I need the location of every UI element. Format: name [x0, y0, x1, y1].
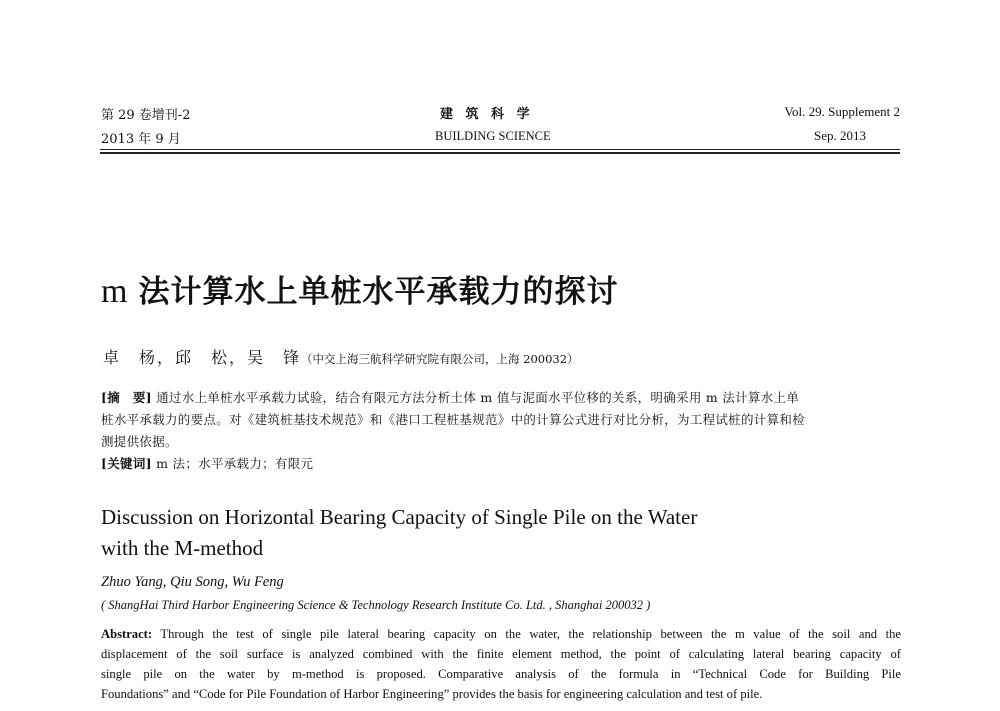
abstract-cn-text-1: 通过水上单桩水平承载力试验，结合有限元方法分析土体 m 值与泥面水平位移的关系，明确采用 m 法计算水上单	[156, 390, 800, 405]
abstract-cn-text-3: 测提供依据。	[101, 434, 178, 449]
abstract-en-text-2: displacement of the soil surface is analyzed combined with the finite element method, the point of calculating lateral bearing capacity of	[101, 647, 901, 661]
abstract-en-line1	[101, 624, 901, 644]
header-volume-en: Vol. 29. Supplement 2	[784, 104, 900, 119]
paper-title-cn	[101, 266, 618, 311]
keywords-cn-text: m 法；水平承载力；有限元	[156, 456, 314, 471]
authors-cn: 卓 杨，邱 松，吴 锋	[103, 348, 302, 367]
authors-cn-line	[103, 345, 579, 368]
header-date-cn: 2013 年 9 月	[101, 132, 181, 147]
paper-title-en-line2: with the M-method	[101, 536, 264, 560]
affiliation-cn: （中交上海三航科学研究院有限公司，上海 200032）	[301, 352, 579, 366]
abstract-en	[101, 624, 901, 704]
paper-title-cn-text: 法计算水上单桩水平承载力的探讨	[138, 274, 619, 310]
abstract-en-text-4: Foundations” and “Code for Pile Foundation of Harbor Engineering” provides the basis for engineering calculation and test of pile.	[101, 687, 763, 701]
header-rule-bottom	[100, 152, 900, 154]
header-journal-cn: 建 筑 科 学	[440, 107, 534, 122]
abstract-en-label: Abstract:	[101, 627, 153, 641]
paper-title-en-line1: Discussion on Horizontal Bearing Capacity of Single Pile on the Water	[101, 505, 698, 529]
authors-en: Zhuo Yang, Qiu Song, Wu Feng	[101, 574, 284, 590]
header-date-en: Sep. 2013	[814, 128, 866, 143]
abstract-en-text-1: Through the test of single pile lateral bearing capacity on the water, the relationship between the m value of the soil and the	[160, 627, 901, 641]
keywords-cn-line	[101, 454, 313, 474]
abstract-cn-text-2: 桩水平承载力的要点。对《建筑桩基技术规范》和《港口工程桩基规范》中的计算公式进行对比分析，为工程试桩的计算和检	[101, 412, 806, 427]
header-journal-en: BUILDING SCIENCE	[435, 129, 551, 143]
header-rule-top	[100, 149, 900, 150]
keywords-cn-label: [关键词]	[101, 456, 152, 471]
paper-title-cn-m: m	[101, 273, 129, 310]
abstract-cn-line1	[101, 388, 799, 408]
abstract-cn-label: [摘 要]	[101, 390, 152, 405]
header-volume-cn: 第 29 卷增刊-2	[101, 108, 191, 123]
affiliation-en: ( ShangHai Third Harbor Engineering Science & Technology Research Institute Co. Ltd. , Shanghai 200032 )	[101, 598, 651, 612]
abstract-en-text-3: single pile on the water by m-method is proposed. Comparative analysis of the formula in “Technical Code for Building Pile	[101, 667, 901, 681]
